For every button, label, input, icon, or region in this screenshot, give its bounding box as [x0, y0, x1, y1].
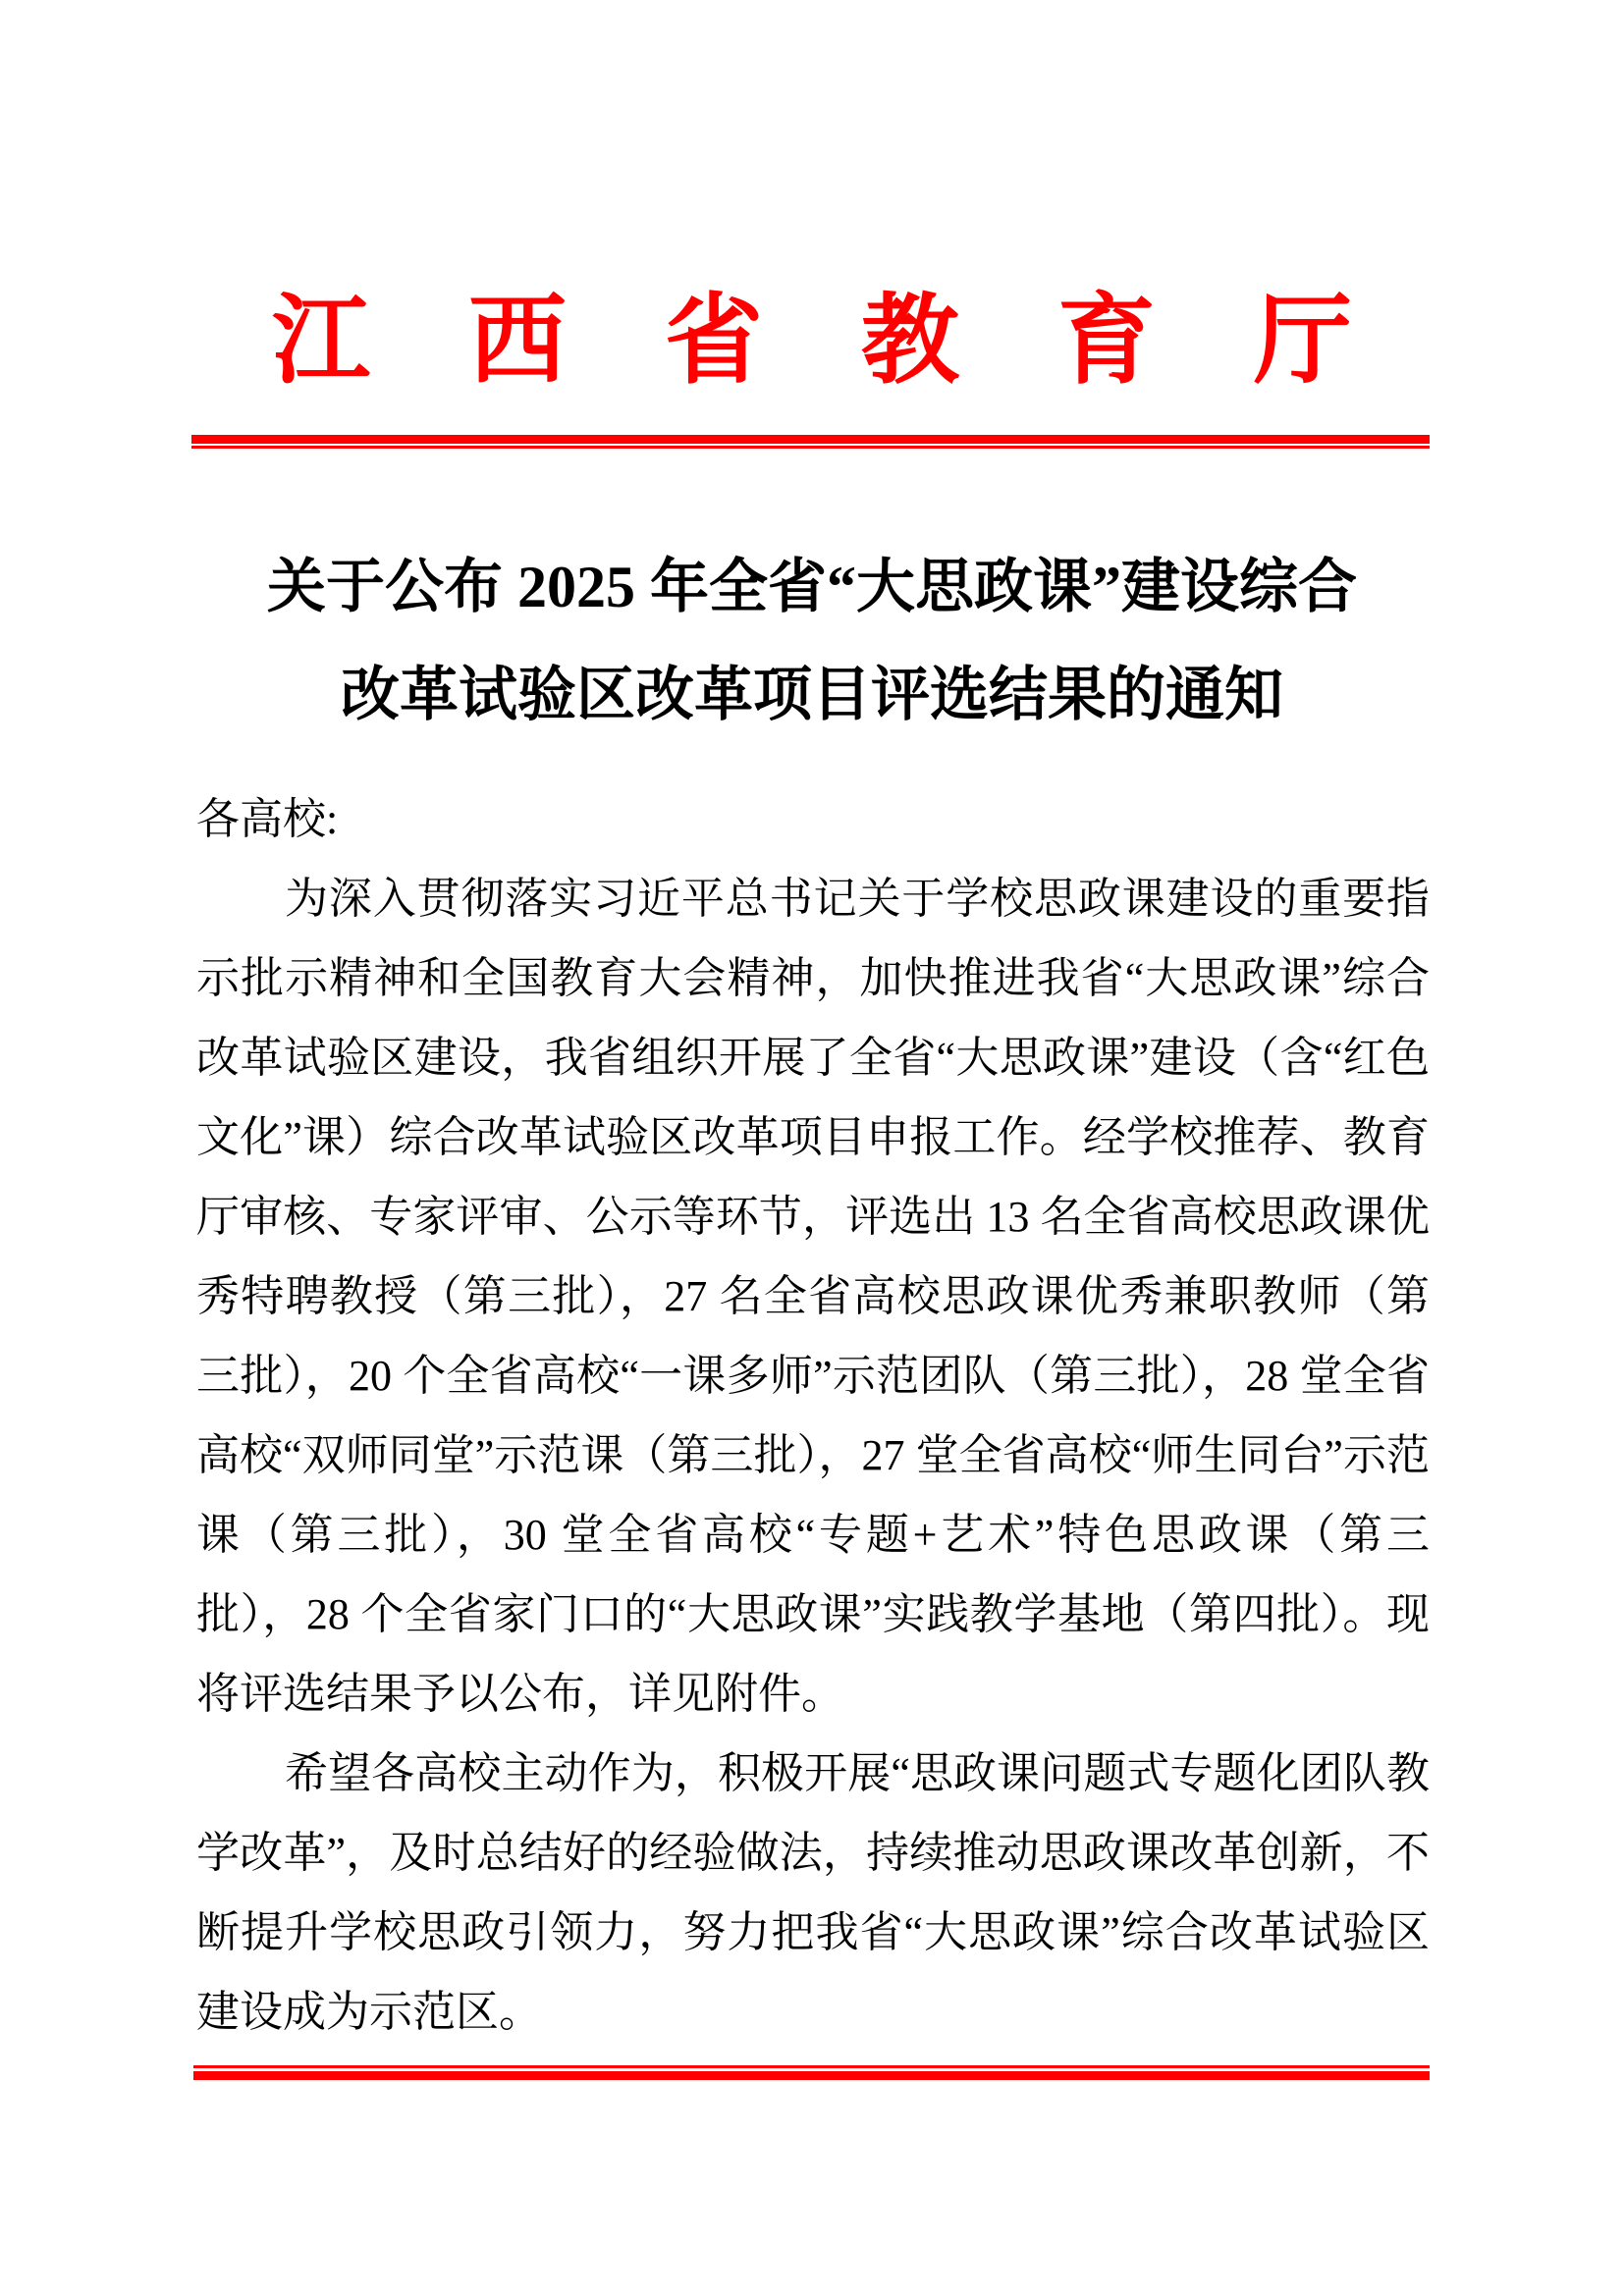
footer-separator-rule [193, 2065, 1430, 2080]
document-title-line-1: 关于公布 2025 年全省“大思政课”建设综合 [267, 555, 1357, 619]
separator-thin-bar [191, 446, 1430, 449]
document-body [196, 779, 1430, 2052]
salutation: 各高校: [196, 795, 339, 843]
separator-thick-bar [193, 2071, 1430, 2080]
separator-thin-bar [193, 2065, 1430, 2068]
document-title-line-2: 改革试验区改革项目评选结果的通知 [341, 663, 1283, 727]
agency-masthead: 江西省教育厅 [272, 287, 1450, 396]
document-title [0, 533, 1624, 749]
masthead-separator-rule [191, 435, 1430, 449]
body-paragraph-1: 为深入贯彻落实习近平总书记关于学校思政课建设的重要指示批示精神和全国教育大会精神，加快推进我省“大思政课”综合改革试验区建设，我省组织开展了全省“大思政课”建设（含“红色文化”课）综合改革试验区改革项目申报工作。经学校推荐、教育厅审核、专家评审、公示等环节，评选出 13 名全省高校思政课优秀特聘教授（第三批），27 名全省高校思政课优秀兼职教师（第三批），20 个全省高校“一课多师”示范团队（第三批），28 堂全省高校“双师同堂”示范课（第三批），27 堂全省高校“师生同台”示范课（第三批），30 堂全省高校“专题+艺术”特色思政课（第三批），28 个全省家门口的“大思政课”实践教学基地（第四批）。现将评选结果予以公布，详见附件。 [196, 875, 1430, 1718]
body-paragraph-2: 希望各高校主动作为，积极开展“思政课问题式专题化团队教学改革”，及时总结好的经验做法，持续推动思政课改革创新，不断提升学校思政引领力，努力把我省“大思政课”综合改革试验区建设成为示范区。 [196, 1749, 1430, 2036]
separator-thick-bar [191, 435, 1430, 444]
